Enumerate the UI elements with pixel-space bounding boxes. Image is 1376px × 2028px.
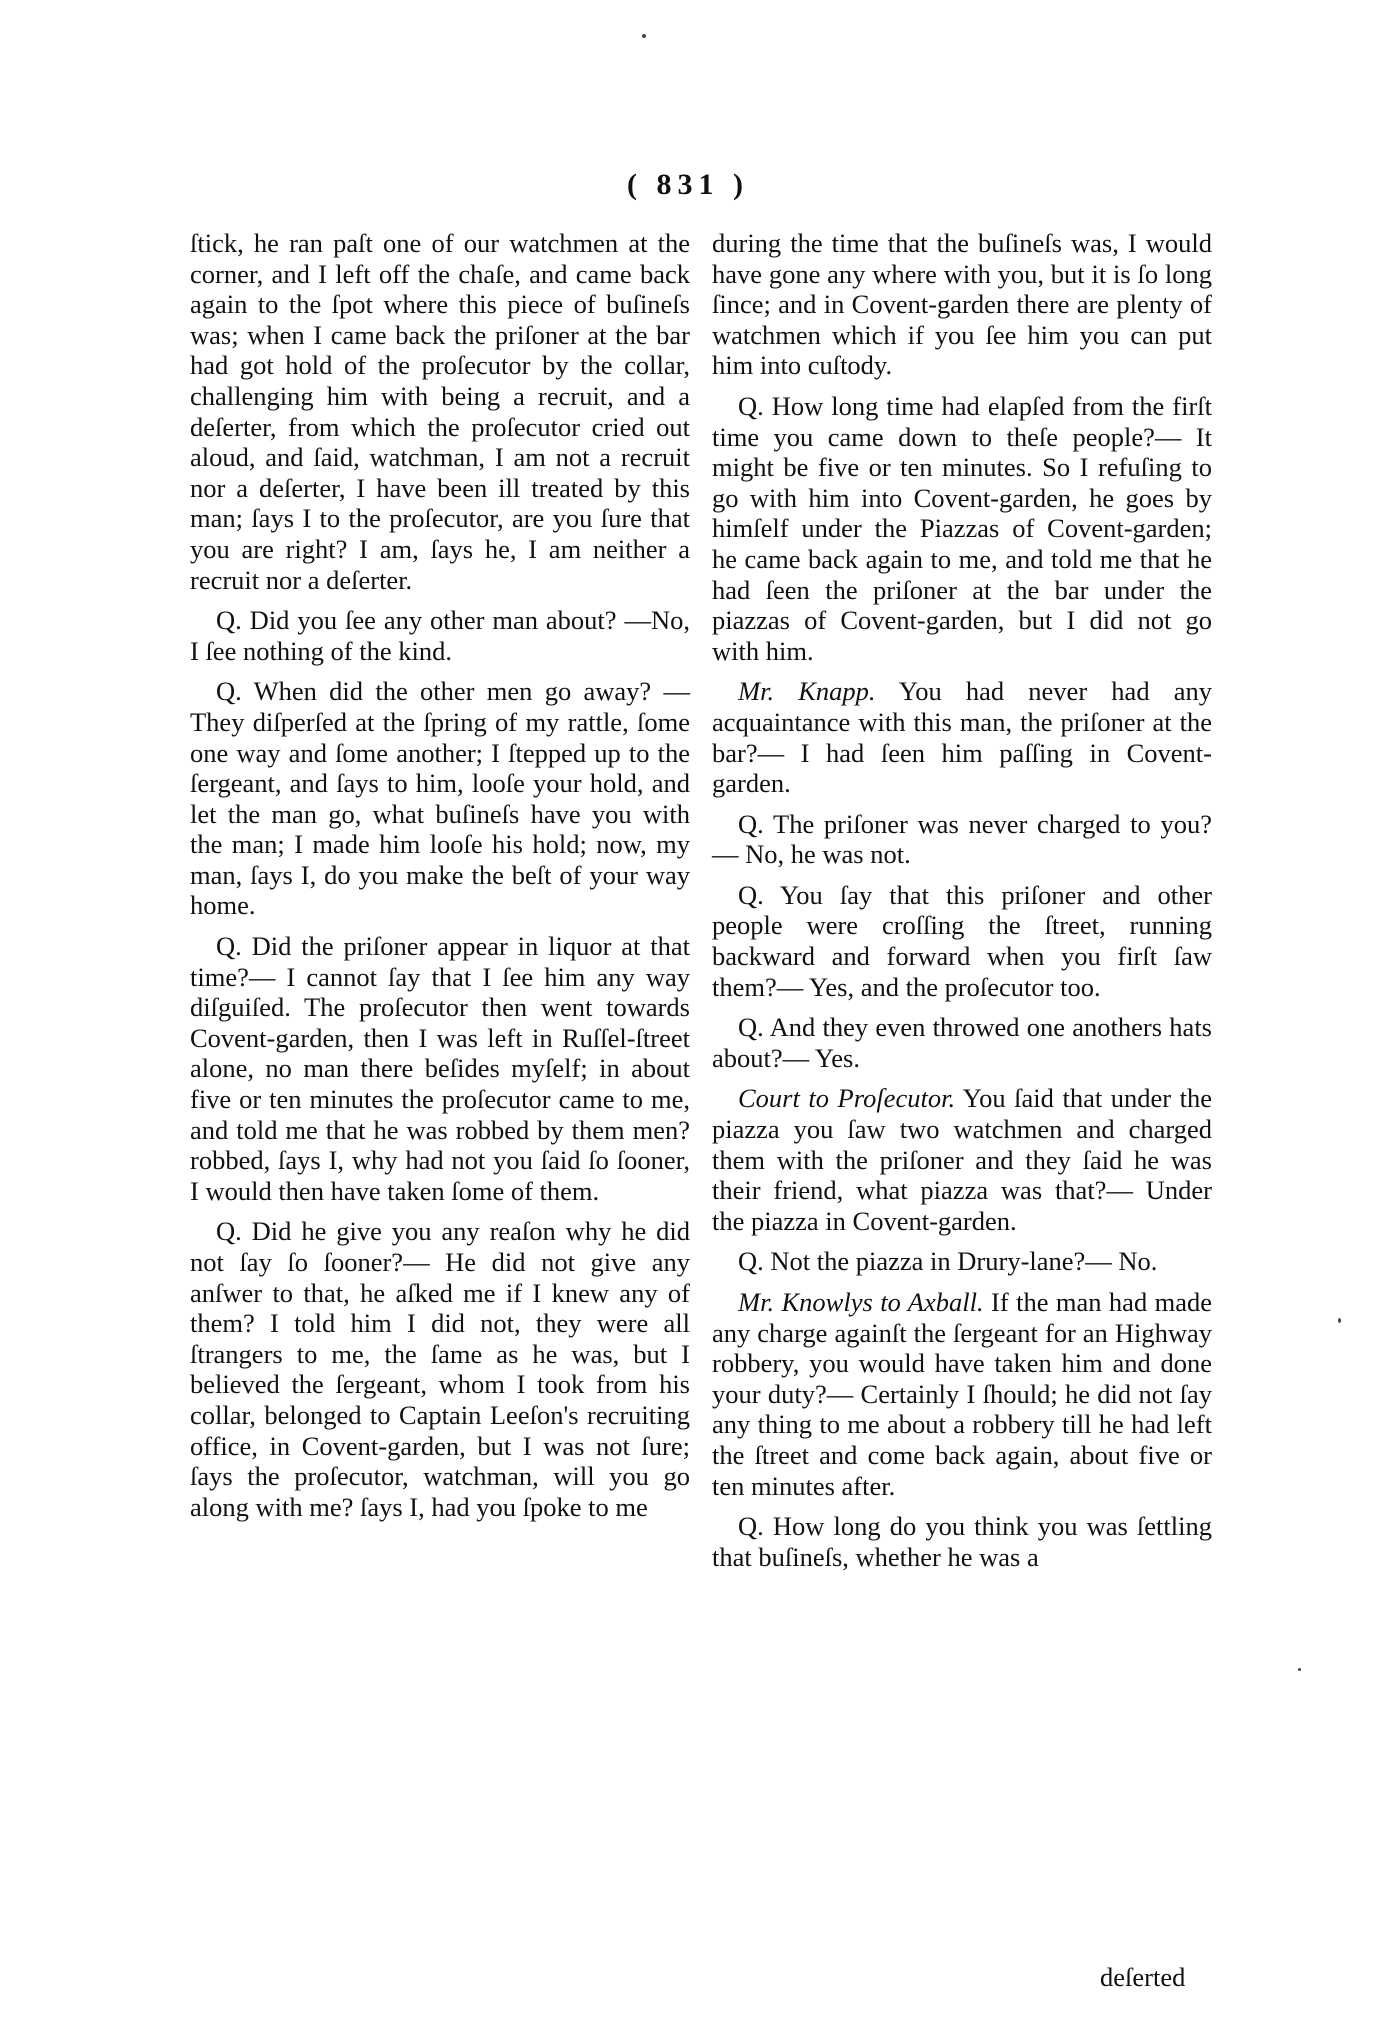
print-speck (642, 34, 646, 38)
paragraph: Q. Not the piazza in Drury-lane?— No. (738, 1246, 1158, 1277)
paragraph: Q. How long do you think you was ſettling that buſineſs, whether he was a (712, 1511, 1212, 1572)
paragraph: Q. When did the other men go away? — They diſperſed at the ſpring of my rattle, ſome one way and ſome another; I ſtepped up to the ſergeant, and ſays to him, looſe your hold, and let the man go, what buſineſs have you with the man; I made him looſe his hold; now, my man, ſays I, do you make the beſt of your way home. (190, 676, 690, 921)
left-column (190, 228, 690, 1522)
page-number: ( 831 ) (627, 168, 749, 201)
speaker-label: Court to Proſecutor. (738, 1083, 956, 1114)
paragraph: ſtick, he ran paſt one of our watchmen at the corner, and I left off the chaſe, and came back again to the ſpot where this piece of buſineſs was; when I came back the priſoner at the bar had got hold of the proſecutor by the collar, challenging him with being a recruit, and a deſerter, from which the proſecutor cried out aloud, and ſaid, watchman, I am not a recruit nor a deſerter, I have been ill treated by this man; ſays I to the proſecutor, are you ſure that you are right? I am, ſays he, I am neither a recruit nor a deſerter. (190, 228, 690, 595)
paragraph: Q. And they even throwed one anothers hats about?— Yes. (712, 1012, 1212, 1073)
paragraph-text: You had never had any acquaintance with this man, the priſoner at the bar?— I had ſeen him paſſing in Covent-garden. (712, 676, 1212, 799)
paragraph: during the time that the buſineſs was, I would have gone any where with you, but it is ſo long ſince; and in Covent-garden there are plenty of watchmen which if you ſee him you can put him into cuſtody. (712, 228, 1212, 381)
speaker-label: Mr. Knowlys to Axball. (738, 1287, 984, 1317)
paragraph: Q. Did the priſoner appear in liquor at that time?— I cannot ſay that I ſee him any way diſguiſed. The proſecutor then went towards Covent-garden, then I was left in Ruſſel-ſtreet alone, no man there beſides myſelf; in about five or ten minutes the proſecutor came to me, and told me that he was robbed by them men? robbed, ſays I, why had not you ſaid ſo ſooner, I would then have taken ſome of them. (190, 931, 690, 1206)
paragraph: Q. The priſoner was never charged to you?— No, he was not. (712, 808, 1212, 870)
right-column (712, 228, 1212, 1572)
speaker-label: Mr. Knapp. (738, 676, 876, 707)
paragraph (712, 1083, 1212, 1236)
paragraph (712, 1287, 1212, 1501)
paragraph-text: If the man had made any charge againſt the ſergeant for an Highway robbery, you would have taken him and done your duty?— Certainly I ſhould; he did not ſay any thing to me about a robbery till he had left the ſtreet and come back again, about five or ten minutes after. (712, 1287, 1213, 1501)
paragraph (712, 676, 1212, 798)
print-speck (1298, 1668, 1301, 1671)
paragraph: Q. Did you ſee any other man about? —No, I ſee nothing of the kind. (190, 605, 690, 666)
paragraph: Q. How long time had elapſed from the firſt time you came down to theſe people?— It might be five or ten minutes. So I refuſing to go with him into Covent-garden, he goes by himſelf under the Piazzas of Covent-garden; he came back again to me, and told me that he had ſeen the priſoner at the bar under the piazzas of Covent-garden, but I did not go with him. (712, 390, 1212, 666)
print-speck (1338, 1318, 1341, 1323)
paragraph-text: You ſaid that under the piazza you ſaw two watchmen and charged them with the priſoner and they ſaid he was their friend, what piazza was that?— Under the piazza in Covent-garden. (712, 1083, 1212, 1236)
catchword: deſerted (1100, 1962, 1186, 1992)
paragraph: Q. You ſay that this priſoner and other people were croſſing the ſtreet, running backward and forward when you firſt ſaw them?— Yes, and the proſecutor too. (712, 879, 1212, 1002)
paragraph: Q. Did he give you any reaſon why he did not ſay ſo ſooner?— He did not give any anſwer to that, he aſked me if I knew any of them? I told him I did not, they were all ſtrangers to me, the ſame as he was, but I believed the ſergeant, whom I took from his collar, belonged to Captain Leeſon's recruiting office, in Covent-garden, but I was not ſure; ſays the proſecutor, watchman, will you go along with me? ſays I, had you ſpoke to me (190, 1216, 690, 1522)
